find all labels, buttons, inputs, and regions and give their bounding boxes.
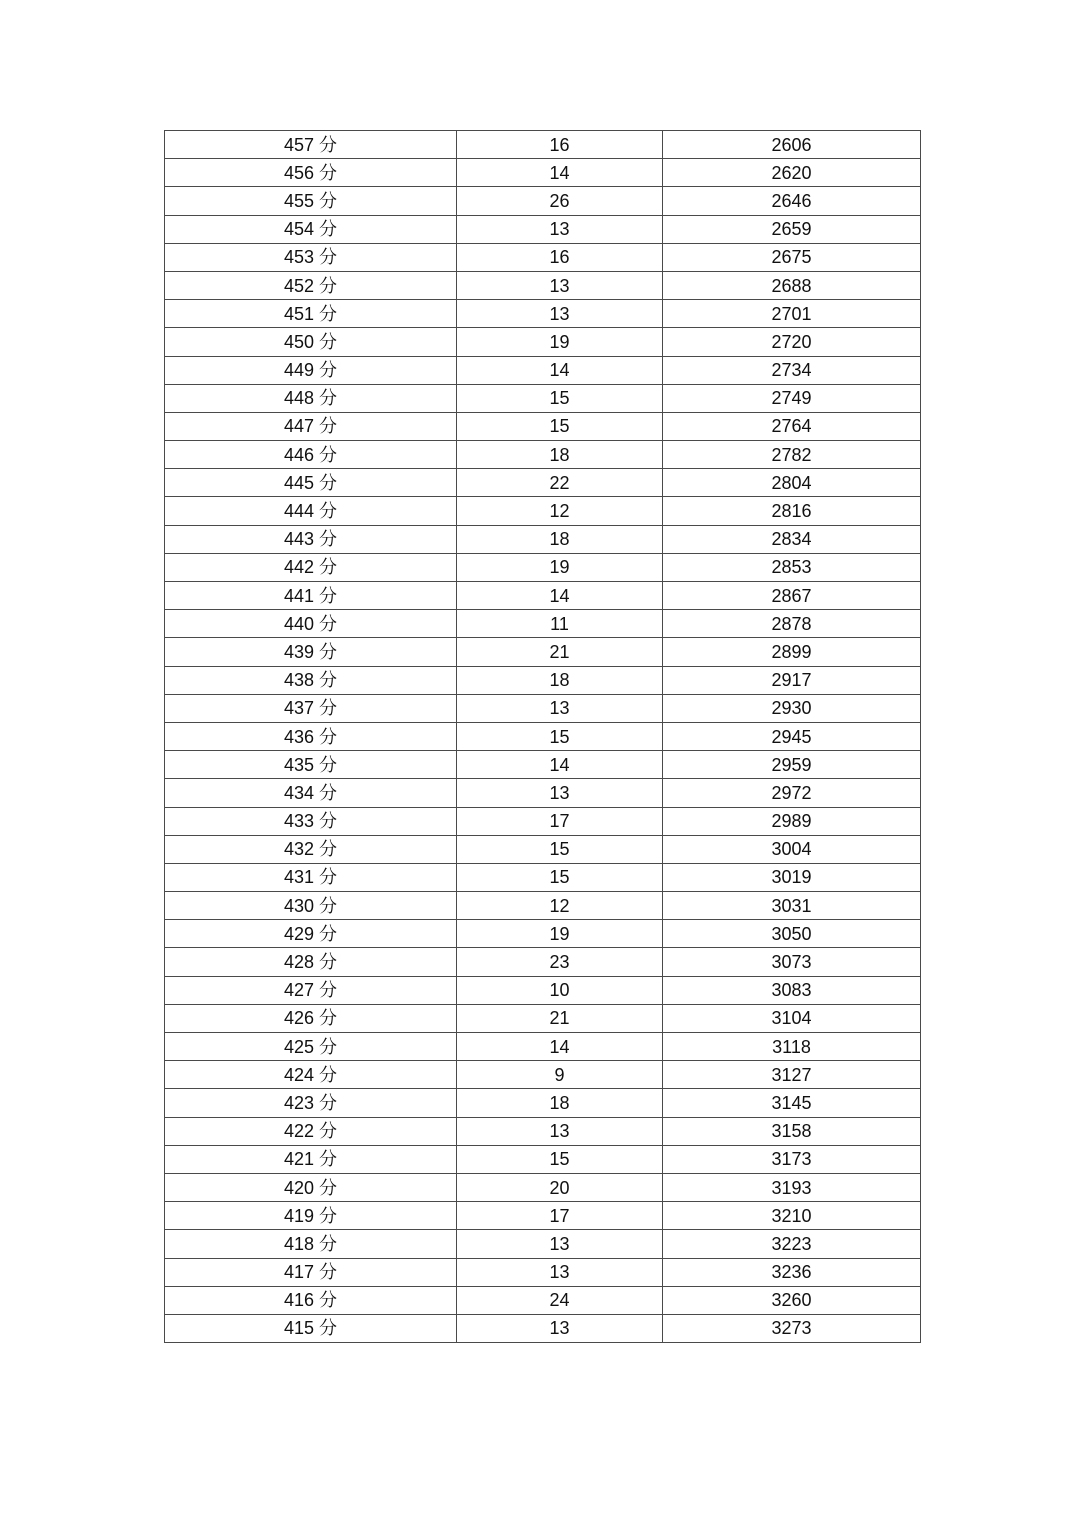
score-cell: 428 分 — [165, 948, 457, 976]
count-cell: 19 — [457, 553, 663, 581]
count-cell: 21 — [457, 1004, 663, 1032]
cumulative-cell: 2734 — [663, 356, 921, 384]
score-cell: 456 分 — [165, 159, 457, 187]
count-cell: 16 — [457, 131, 663, 159]
cumulative-cell: 3031 — [663, 892, 921, 920]
table-row — [165, 892, 921, 920]
cumulative-cell: 2764 — [663, 412, 921, 440]
cumulative-cell: 2782 — [663, 441, 921, 469]
score-cell: 427 分 — [165, 976, 457, 1004]
cumulative-cell: 2867 — [663, 582, 921, 610]
cumulative-cell: 2606 — [663, 131, 921, 159]
count-cell: 15 — [457, 412, 663, 440]
score-cell: 447 分 — [165, 412, 457, 440]
cumulative-cell: 2899 — [663, 638, 921, 666]
table-row — [165, 722, 921, 750]
score-cell: 423 分 — [165, 1089, 457, 1117]
cumulative-cell: 2659 — [663, 215, 921, 243]
score-cell: 439 分 — [165, 638, 457, 666]
count-cell: 15 — [457, 1145, 663, 1173]
table-row — [165, 1173, 921, 1201]
score-cell: 422 分 — [165, 1117, 457, 1145]
score-cell: 431 分 — [165, 863, 457, 891]
score-cell: 454 分 — [165, 215, 457, 243]
cumulative-cell: 3193 — [663, 1173, 921, 1201]
count-cell: 13 — [457, 1258, 663, 1286]
count-cell: 14 — [457, 1033, 663, 1061]
table-row — [165, 271, 921, 299]
table-body — [165, 131, 921, 1343]
cumulative-cell: 2701 — [663, 300, 921, 328]
cumulative-cell: 3050 — [663, 920, 921, 948]
score-cell: 438 分 — [165, 666, 457, 694]
count-cell: 14 — [457, 159, 663, 187]
score-cell: 453 分 — [165, 243, 457, 271]
table-row — [165, 694, 921, 722]
score-cell: 432 分 — [165, 835, 457, 863]
cumulative-cell: 3127 — [663, 1061, 921, 1089]
cumulative-cell: 3236 — [663, 1258, 921, 1286]
table-row — [165, 1145, 921, 1173]
table-row — [165, 1202, 921, 1230]
cumulative-cell: 2959 — [663, 751, 921, 779]
count-cell: 22 — [457, 469, 663, 497]
table-row — [165, 131, 921, 159]
count-cell: 15 — [457, 863, 663, 891]
table-row — [165, 497, 921, 525]
count-cell: 11 — [457, 610, 663, 638]
score-cell: 449 分 — [165, 356, 457, 384]
score-cell: 457 分 — [165, 131, 457, 159]
count-cell: 12 — [457, 892, 663, 920]
score-cell: 451 分 — [165, 300, 457, 328]
table-row — [165, 525, 921, 553]
score-cell: 443 分 — [165, 525, 457, 553]
cumulative-cell: 3223 — [663, 1230, 921, 1258]
table-row — [165, 441, 921, 469]
score-cell: 416 分 — [165, 1286, 457, 1314]
table-row — [165, 469, 921, 497]
count-cell: 18 — [457, 441, 663, 469]
cumulative-cell: 3173 — [663, 1145, 921, 1173]
table-row — [165, 948, 921, 976]
count-cell: 26 — [457, 187, 663, 215]
cumulative-cell: 2834 — [663, 525, 921, 553]
count-cell: 13 — [457, 271, 663, 299]
count-cell: 13 — [457, 1314, 663, 1342]
score-cell: 444 分 — [165, 497, 457, 525]
count-cell: 23 — [457, 948, 663, 976]
count-cell: 13 — [457, 694, 663, 722]
table-row — [165, 751, 921, 779]
count-cell: 19 — [457, 920, 663, 948]
cumulative-cell: 3083 — [663, 976, 921, 1004]
cumulative-cell: 3019 — [663, 863, 921, 891]
score-cell: 450 分 — [165, 328, 457, 356]
cumulative-cell: 2945 — [663, 722, 921, 750]
count-cell: 13 — [457, 300, 663, 328]
table-row — [165, 1258, 921, 1286]
count-cell: 16 — [457, 243, 663, 271]
table-row — [165, 1286, 921, 1314]
score-cell: 424 分 — [165, 1061, 457, 1089]
cumulative-cell: 2688 — [663, 271, 921, 299]
cumulative-cell: 2675 — [663, 243, 921, 271]
table-row — [165, 187, 921, 215]
count-cell: 10 — [457, 976, 663, 1004]
cumulative-cell: 2646 — [663, 187, 921, 215]
score-cell: 425 分 — [165, 1033, 457, 1061]
cumulative-cell: 2720 — [663, 328, 921, 356]
score-cell: 437 分 — [165, 694, 457, 722]
count-cell: 15 — [457, 835, 663, 863]
count-cell: 20 — [457, 1173, 663, 1201]
table-row — [165, 779, 921, 807]
score-cell: 435 分 — [165, 751, 457, 779]
score-cell: 440 分 — [165, 610, 457, 638]
table-row — [165, 976, 921, 1004]
cumulative-cell: 3273 — [663, 1314, 921, 1342]
count-cell: 13 — [457, 1230, 663, 1258]
count-cell: 17 — [457, 807, 663, 835]
table-row — [165, 582, 921, 610]
cumulative-cell: 2853 — [663, 553, 921, 581]
score-distribution-table — [164, 130, 921, 1343]
table-row — [165, 1033, 921, 1061]
score-cell: 430 分 — [165, 892, 457, 920]
table-row — [165, 243, 921, 271]
table-row — [165, 159, 921, 187]
cumulative-cell: 2816 — [663, 497, 921, 525]
table-row — [165, 1230, 921, 1258]
cumulative-cell: 2804 — [663, 469, 921, 497]
cumulative-cell: 2989 — [663, 807, 921, 835]
table-row — [165, 638, 921, 666]
count-cell: 18 — [457, 666, 663, 694]
table-row — [165, 1314, 921, 1342]
table-row — [165, 356, 921, 384]
count-cell: 9 — [457, 1061, 663, 1089]
table-row — [165, 384, 921, 412]
count-cell: 12 — [457, 497, 663, 525]
score-cell: 415 分 — [165, 1314, 457, 1342]
score-cell: 436 分 — [165, 722, 457, 750]
table-row — [165, 835, 921, 863]
score-cell: 419 分 — [165, 1202, 457, 1230]
score-cell: 433 分 — [165, 807, 457, 835]
count-cell: 17 — [457, 1202, 663, 1230]
cumulative-cell: 3145 — [663, 1089, 921, 1117]
score-cell: 448 分 — [165, 384, 457, 412]
count-cell: 13 — [457, 215, 663, 243]
score-cell: 441 分 — [165, 582, 457, 610]
count-cell: 21 — [457, 638, 663, 666]
table-row — [165, 215, 921, 243]
cumulative-cell: 2972 — [663, 779, 921, 807]
table-row — [165, 412, 921, 440]
count-cell: 24 — [457, 1286, 663, 1314]
table-row — [165, 666, 921, 694]
count-cell: 15 — [457, 384, 663, 412]
score-cell: 421 分 — [165, 1145, 457, 1173]
score-cell: 434 分 — [165, 779, 457, 807]
score-cell: 426 分 — [165, 1004, 457, 1032]
count-cell: 18 — [457, 1089, 663, 1117]
count-cell: 14 — [457, 356, 663, 384]
score-cell: 429 分 — [165, 920, 457, 948]
table-row — [165, 300, 921, 328]
score-cell: 452 分 — [165, 271, 457, 299]
cumulative-cell: 3260 — [663, 1286, 921, 1314]
cumulative-cell: 2917 — [663, 666, 921, 694]
cumulative-cell: 3004 — [663, 835, 921, 863]
count-cell: 13 — [457, 1117, 663, 1145]
cumulative-cell: 2749 — [663, 384, 921, 412]
score-cell: 418 分 — [165, 1230, 457, 1258]
cumulative-cell: 3073 — [663, 948, 921, 976]
table-row — [165, 1004, 921, 1032]
table-row — [165, 807, 921, 835]
table-row — [165, 610, 921, 638]
cumulative-cell: 3104 — [663, 1004, 921, 1032]
cumulative-cell: 2620 — [663, 159, 921, 187]
score-cell: 417 分 — [165, 1258, 457, 1286]
table-row — [165, 1117, 921, 1145]
cumulative-cell: 2930 — [663, 694, 921, 722]
cumulative-cell: 3210 — [663, 1202, 921, 1230]
table-row — [165, 1089, 921, 1117]
cumulative-cell: 3158 — [663, 1117, 921, 1145]
score-cell: 446 分 — [165, 441, 457, 469]
cumulative-cell: 2878 — [663, 610, 921, 638]
count-cell: 14 — [457, 582, 663, 610]
score-cell: 420 分 — [165, 1173, 457, 1201]
count-cell: 14 — [457, 751, 663, 779]
table-row — [165, 553, 921, 581]
table-row — [165, 920, 921, 948]
score-cell: 455 分 — [165, 187, 457, 215]
count-cell: 15 — [457, 722, 663, 750]
count-cell: 18 — [457, 525, 663, 553]
table-row — [165, 328, 921, 356]
count-cell: 13 — [457, 779, 663, 807]
score-cell: 445 分 — [165, 469, 457, 497]
count-cell: 19 — [457, 328, 663, 356]
table-row — [165, 863, 921, 891]
score-cell: 442 分 — [165, 553, 457, 581]
table-row — [165, 1061, 921, 1089]
cumulative-cell: 3118 — [663, 1033, 921, 1061]
